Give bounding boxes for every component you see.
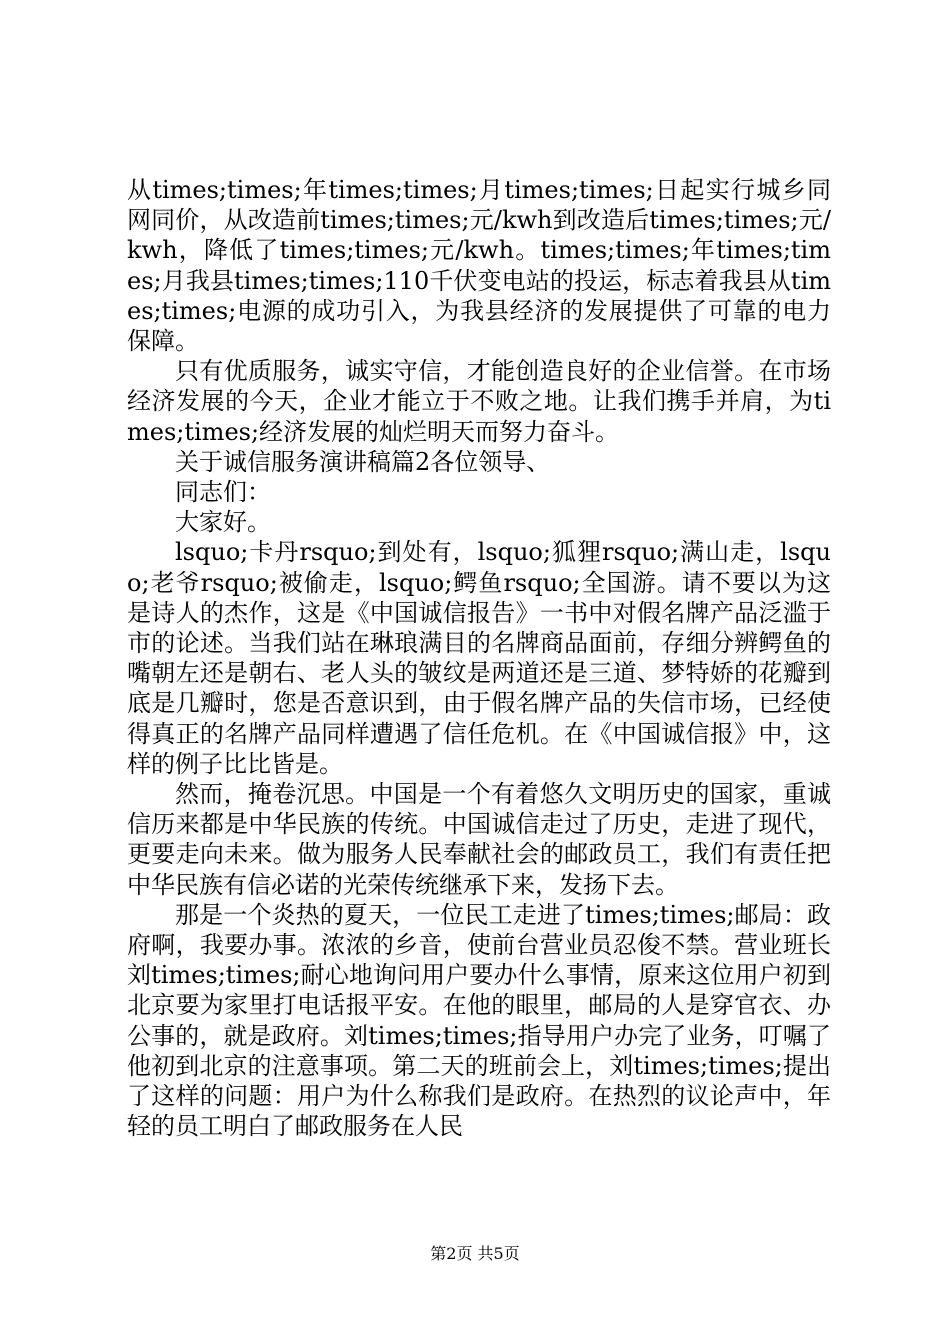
document-body — [127, 175, 831, 1142]
paragraph-8: 那是一个炎热的夏天，一位民工走进了times;times;邮局：政府啊，我要办事。浓浓的乡音，使前台营业员忍俊不禁。营业班长刘times;times;耐心地询问用户要办什么事情，原来这位用户初到北京要为家里打电话报平安。在他的眼里，邮局的人是穿官衣、办公事的，就是政府。刘times;times;指导用户办完了业务，叮嘱了他初到北京的注意事项。第二天的班前会上，刘times;times;提出了这样的问题：用户为什么称我们是政府。在热烈的议论声中，年轻的员工明白了邮政服务在人民 — [127, 900, 831, 1141]
paragraph-2: 只有优质服务，诚实守信，才能创造良好的企业信誉。在市场经济发展的今天，企业才能立于不败之地。让我们携手并肩，为times;times;经济发展的灿烂明天而努力奋斗。 — [127, 357, 831, 446]
paragraph-1: 从times;times;年times;times;月times;times;日起实行城乡同网同价，从改造前times;times;元/kwh到改造后times;times;元/kwh，降低了times;times;元/kwh。times;times;年times;times;月我县times;times;110千伏变电站的投运，标志着我县从times;times;电源的成功引入，为我县经济的发展提供了可靠的电力保障。 — [127, 176, 831, 356]
paragraph-4: 同志们： — [175, 478, 271, 507]
paragraph-3: 关于诚信服务演讲稿篇2各位领导、 — [175, 447, 551, 476]
paragraph-5: 大家好。 — [175, 508, 271, 537]
page-number-footer: 第2页 共5页 — [430, 1244, 520, 1263]
paragraph-6: lsquo;卡丹rsquo;到处有，lsquo;狐狸rsquo;满山走，lsquo;老爷rsquo;被偷走，lsquo;鳄鱼rsquo;全国游。请不要以为这是诗人的杰作，这是《中国诚信报告》一书中对假名牌产品泛滥于市的论述。当我们站在琳琅满目的名牌商品面前，存细分辨鳄鱼的嘴朝左还是朝右、老人头的皱纹是两道还是三道、梦特娇的花瓣到底是几瓣时，您是否意识到，由于假名牌产品的失信市场，已经使得真正的名牌产品同样遭遇了信任危机。在《中国诚信报》中，这样的例子比比皆是。 — [127, 538, 831, 778]
paragraph-7: 然而，掩卷沉思。中国是一个有着悠久文明历史的国家，重诚信历来都是中华民族的传统。中国诚信走过了历史，走进了现代，更要走向未来。做为服务人民奉献社会的邮政员工，我们有责任把中华民族有信必诺的光荣传统继承下来，发扬下去。 — [127, 780, 831, 899]
